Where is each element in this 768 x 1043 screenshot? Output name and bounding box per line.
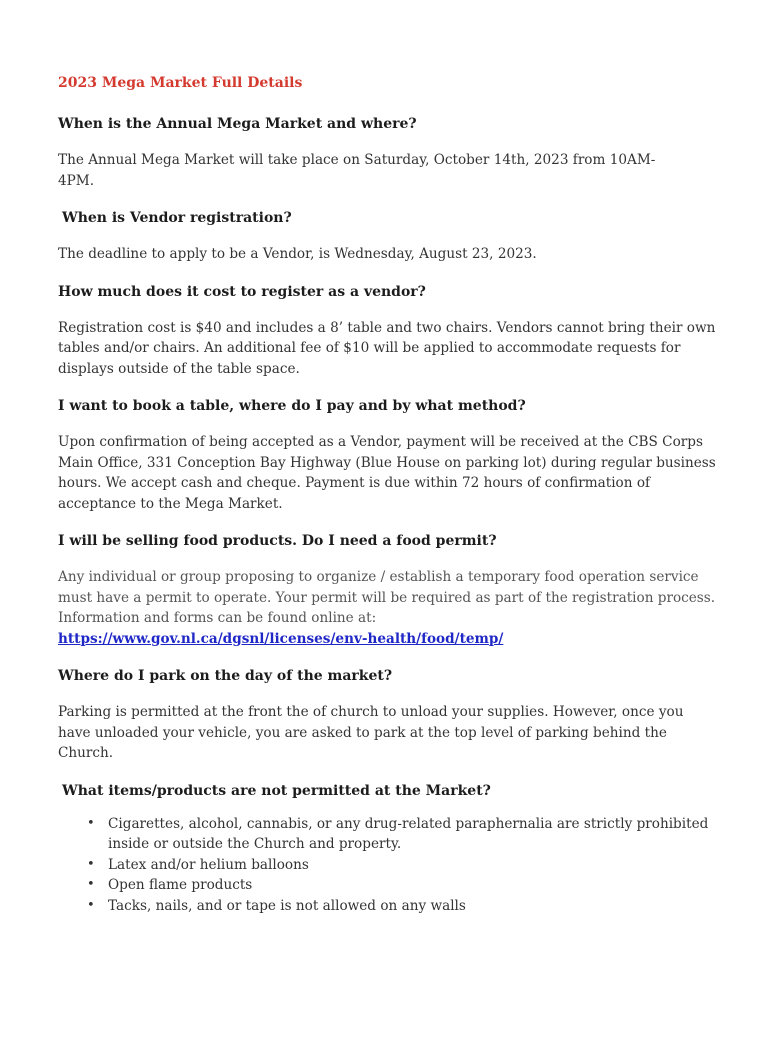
answer-food-permit-text: Any individual or group proposing to organize / establish a temporary food operation service must have a permit to operate. Your permit will be required as part of the registration process. Information and forms can be found online at: — [58, 569, 716, 626]
answer-parking: Parking is permitted at the front the of church to unload your supplies. However, once you have unloaded your vehicle, you are asked to park at the top level of parking behind the Church. — [58, 704, 684, 761]
question-food-permit: I will be selling food products. Do I need a food permit? — [58, 533, 497, 549]
bullet-icon: • — [87, 897, 95, 913]
list-item: • Open flame products — [108, 875, 718, 896]
question-parking: Where do I park on the day of the market? — [58, 668, 393, 684]
question-prohibited-items: What items/products are not permitted at the Market? — [62, 782, 491, 799]
answer-food-permit — [58, 567, 718, 649]
list-item: • Latex and/or helium balloons — [108, 855, 718, 876]
question-payment-method: I want to book a table, where do I pay and by what method? — [58, 398, 526, 414]
answer-payment-method: Upon confirmation of being accepted as a Vendor, payment will be received at the CBS Corps Main Office, 331 Conception Bay Highway (Blue House on parking lot) during regular business hours. We accept cash and cheque. Payment is due within 72 hours of confirmation of acceptance to the Mega Market. — [58, 434, 716, 512]
document-title: 2023 Mega Market Full Details — [58, 75, 303, 91]
food-permit-link[interactable]: https://www.gov.nl.ca/dgsnl/licenses/env-health/food/temp/ — [58, 630, 504, 647]
list-item: • Cigarettes, alcohol, cannabis, or any drug-related paraphernalia are strictly prohibited inside or outside the Church and property. — [87, 815, 709, 852]
prohibited-items-list — [58, 814, 718, 917]
bullet-icon: • — [87, 815, 95, 831]
question-market-when-where: When is the Annual Mega Market and where? — [58, 116, 417, 132]
question-vendor-cost: How much does it cost to register as a vendor? — [58, 283, 426, 300]
question-vendor-registration: When is Vendor registration? — [62, 210, 292, 226]
list-item: • Tacks, nails, and or tape is not allowed on any walls — [108, 896, 718, 917]
bullet-icon: • — [87, 877, 95, 892]
answer-market-when-where: The Annual Mega Market will take place on Saturday, October 14th, 2023 from 10AM-4PM. — [58, 152, 656, 189]
bullet-icon: • — [87, 856, 95, 872]
answer-vendor-cost: Registration cost is $40 and includes a 8’ table and two chairs. Vendors cannot bring their own tables and/or chairs. An additional fee of $10 will be applied to accommodate requests for displays outside of the table space. — [58, 319, 716, 377]
document-page — [58, 72, 718, 916]
answer-vendor-registration: The deadline to apply to be a Vendor, is Wednesday, August 23, 2023. — [58, 246, 537, 262]
